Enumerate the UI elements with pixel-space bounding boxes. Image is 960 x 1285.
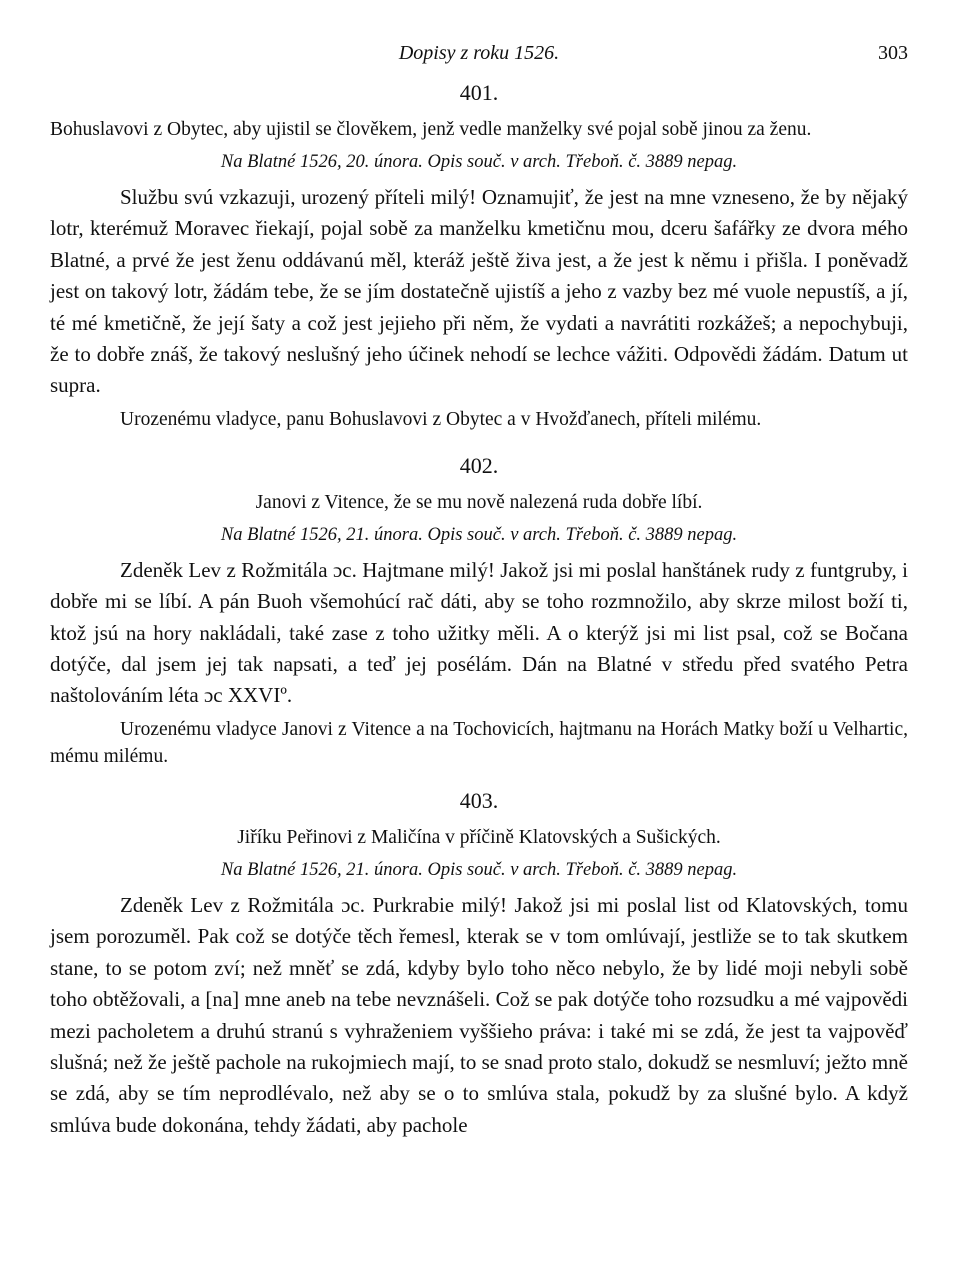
entry-regest: Jiříku Peřinovi z Maličína v příčině Klatovských a Sušických. — [237, 826, 721, 848]
page-number: 303 — [878, 42, 908, 64]
entry-source-note: Na Blatné 1526, 20. února. Opis souč. v arch. Třeboň. č. 3889 nepag. — [220, 152, 738, 172]
entry-regest: Janovi z Vitence, že se mu nově nalezená ruda dobře líbí. — [255, 491, 703, 513]
entry-number: 403. — [459, 787, 499, 813]
book-page — [50, 42, 908, 1141]
letter-address: Urozenému vladyce Janovi z Vitence a na Tochovicích, hajtmanu na Horách Matky boží u Velhartic, mému milému. — [50, 718, 908, 767]
entry-number: 402. — [459, 452, 499, 478]
letter-text: Službu svú vzkazuji, urozený příteli milý! Oznamujiť, že jest na mne vzneseno, že by nějaký lotr, kterémuž Moravec řiekají, pojal sobě za manželku kmetičnu mou, dceru šafářky ze dvora mého Blatné, a prvé že jest ženu oddávanú měl, kteráž ještě živa jest, a že jest k němu i přišla. I poněvadž jest on takový lotr, žádám tebe, že se jím dostatečně ujistíš a jeho z vazby bez mé vuole nepustíš, a jí, té mé kmetičně, že její šaty a což jest jejieho při něm, že vydati a navrátiti rozkážeš; a nepochybuji, že to dobře znáš, že takový neslušný jeho účinek nehodí se lechce vážiti. Odpovědi žádám. Datum ut supra. — [50, 185, 908, 398]
letter-entry-401 — [50, 80, 908, 433]
running-title: Dopisy z roku 1526. — [398, 42, 560, 64]
entry-regest: Bohuslavovi z Obytec, aby ujistil se člověkem, jenž vedle manželky své pojal sobě jinou za ženu. — [50, 119, 812, 140]
page-header — [50, 42, 908, 78]
entry-source-note: Na Blatné 1526, 21. února. Opis souč. v arch. Třeboň. č. 3889 nepag. — [220, 524, 738, 545]
letter-text: Zdeněk Lev z Rožmitála ɔc. Purkrabie milý! Jakož jsi mi poslal list od Klatovských, tomu jsem porozuměl. Pak což se dotýče těch řemesl, kterak se v tom omlúvají, jestliže se to tak skutkem stane, to se potom zví; než mněť se zdá, kdyby bylo toho něco nebylo, že by lidé moji nebyli sobě toho obtěžovali, a [na] mne aneb na tebe nevznášeli. Což se pak dotýče toho rozsudku a mé vajpovědi mezi pacholetem a druhú stranú s vyhraženiem vyššieho práva: i také mi se zdá, že jest ta vajpověď slušná; než že ještě pachole na rukojmiech mají, to se snad proto stalo, dokudž se nesmluví; ježto mně se zdá, aby se tím neprodlévalo, než aby se o to smlúva stala, pokudž by za slušné bylo. A když smlúva bude dokonána, tehdy žádati, aby pachole — [50, 892, 908, 1137]
letter-text: Zdeněk Lev z Rožmitála ɔc. Hajtmane milý! Jakož jsi mi poslal hanštánek rudy z funtgruby, i dobře mi se líbí. A pán Buoh všemohúcí rač dáti, aby se toho rozmnožilo, aby skrze milost boží ti, ktož jsú na hory nakládali, také zase z toho užitky měli. A o kterýž jsi mi list psal, což se Bočana dotýče, dal jsem jej tak napsati, a teď jej posélám. Dán na Blatné v středu před svatého Petra naštolováním léta ɔc XXVIº. — [50, 557, 908, 708]
letter-entry-403 — [50, 788, 908, 1141]
letter-entry-402 — [50, 453, 908, 770]
letter-address: Urozenému vladyce, panu Bohuslavovi z Obytec a v Hvožďanech, příteli milému. — [120, 408, 762, 430]
entry-source-note: Na Blatné 1526, 21. února. Opis souč. v arch. Třeboň. č. 3889 nepag. — [220, 859, 738, 880]
entry-number: 401. — [459, 80, 499, 105]
